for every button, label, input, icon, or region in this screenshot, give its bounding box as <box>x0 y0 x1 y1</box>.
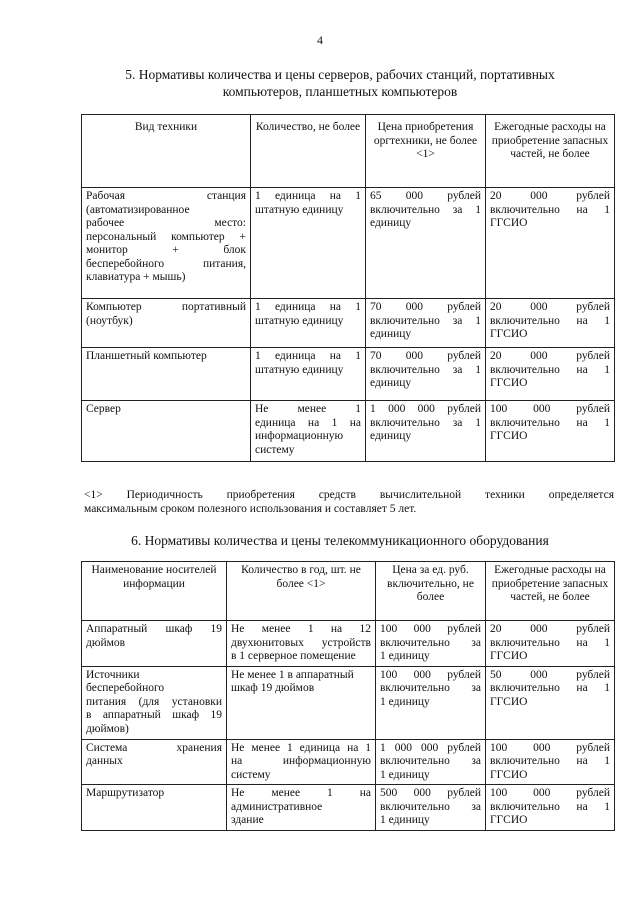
cell-parts: 20 000 рублей включительно на 1 ГГСИО <box>486 188 615 299</box>
cell-quantity: Не менее 1 в аппаратный шкаф 19 дюймов <box>227 666 376 739</box>
telecom-norms-table <box>81 561 615 831</box>
cell-quantity: 1 единица на 1 штатную единицу <box>251 348 366 401</box>
cell-price: 500 000 рублей включительно за 1 единицу <box>376 785 486 831</box>
cell-parts: 100 000 рублей включительно на 1 ГГСИО <box>486 785 615 831</box>
heading-line: 5. Нормативы количества и цены серверов, рабочих станций, портативных <box>125 67 555 82</box>
table-row <box>82 188 615 299</box>
cell-type: Планшетный компьютер <box>82 348 251 401</box>
cell-type: Компьютер портативный (ноутбук) <box>82 299 251 348</box>
cell-parts: 100 000 рублей включительно на 1 ГГСИО <box>486 739 615 785</box>
footnote-line: максимальным сроком полезного использования и составляет 5 лет. <box>84 503 417 515</box>
heading-line: 6. Нормативы количества и цены телекоммуникационного оборудования <box>131 533 549 548</box>
cell-name: Источники бесперебойного питания (для установки в аппаратный шкаф 19 дюймов) <box>82 666 227 739</box>
section-6-heading <box>60 532 620 549</box>
cell-name: Маршрутизатор <box>82 785 227 831</box>
cell-quantity: Не менее 1 на 12 двухюнитовых устройств в 1 серверное помещение <box>227 621 376 667</box>
cell-quantity: Не менее 1 единица на 1 на информационную систему <box>227 739 376 785</box>
header-equipment-type: Вид техники <box>82 115 251 188</box>
table-row <box>82 299 615 348</box>
table-row <box>82 401 615 462</box>
cell-price: 70 000 рублей включительно за 1 единицу <box>366 299 486 348</box>
heading-line: компьютеров, планшетных компьютеров <box>222 84 458 99</box>
cell-quantity: 1 единица на 1 штатную единицу <box>251 299 366 348</box>
header-unit-price: Цена за ед. руб. включительно, не более <box>376 562 486 621</box>
cell-price: 65 000 рублей включительно за 1 единицу <box>366 188 486 299</box>
header-annual-parts: Ежегодные расходы на приобретение запасных частей, не более <box>486 115 615 188</box>
cell-price: 70 000 рублей включительно за 1 единицу <box>366 348 486 401</box>
cell-parts: 100 000 рублей включительно на 1 ГГСИО <box>486 401 615 462</box>
cell-quantity: 1 единица на 1 штатную единицу <box>251 188 366 299</box>
cell-price: 100 000 рублей включительно за 1 единицу <box>376 666 486 739</box>
cell-quantity: Не менее 1 единица на 1 на информационную систему <box>251 401 366 462</box>
cell-price: 100 000 рублей включительно за 1 единицу <box>376 621 486 667</box>
table-row <box>82 621 615 667</box>
header-quantity-per-year: Количество в год, шт. не более <1> <box>227 562 376 621</box>
cell-parts: 20 000 рублей включительно на 1 ГГСИО <box>486 621 615 667</box>
table-row <box>82 666 615 739</box>
section-5-heading <box>60 66 620 100</box>
header-quantity: Количество, не более <box>251 115 366 188</box>
cell-name: Аппаратный шкаф 19 дюймов <box>82 621 227 667</box>
cell-name: Система хранения данных <box>82 739 227 785</box>
cell-quantity: Не менее 1 на административное здание <box>227 785 376 831</box>
header-price: Цена приобретения оргтехники, не более <1> <box>366 115 486 188</box>
header-annual-parts: Ежегодные расходы на приобретение запасных частей, не более <box>486 562 615 621</box>
table-row <box>82 739 615 785</box>
page-number: 4 <box>317 33 323 47</box>
cell-type: Сервер <box>82 401 251 462</box>
cell-parts: 20 000 рублей включительно на 1 ГГСИО <box>486 299 615 348</box>
footnote <box>84 488 614 516</box>
cell-type: Рабочая станция (автоматизированное рабочее место: персональный компьютер + монитор + блок бесперебойного питания, клавиатура + мышь) <box>82 188 251 299</box>
header-media-name: Наименование носителей информации <box>82 562 227 621</box>
table-header-row <box>82 562 615 621</box>
cell-price: 1 000 000 рублей включительно за 1 единицу <box>376 739 486 785</box>
cell-price: 1 000 000 рублей включительно за 1 единицу <box>366 401 486 462</box>
table-header-row <box>82 115 615 188</box>
cell-parts: 20 000 рублей включительно на 1 ГГСИО <box>486 348 615 401</box>
table-row <box>82 785 615 831</box>
computers-norms-table <box>81 114 615 462</box>
footnote-line: <1> Периодичность приобретения средств вычислительной техники определяется <box>84 489 614 501</box>
cell-parts: 50 000 рублей включительно на 1 ГГСИО <box>486 666 615 739</box>
table-row <box>82 348 615 401</box>
